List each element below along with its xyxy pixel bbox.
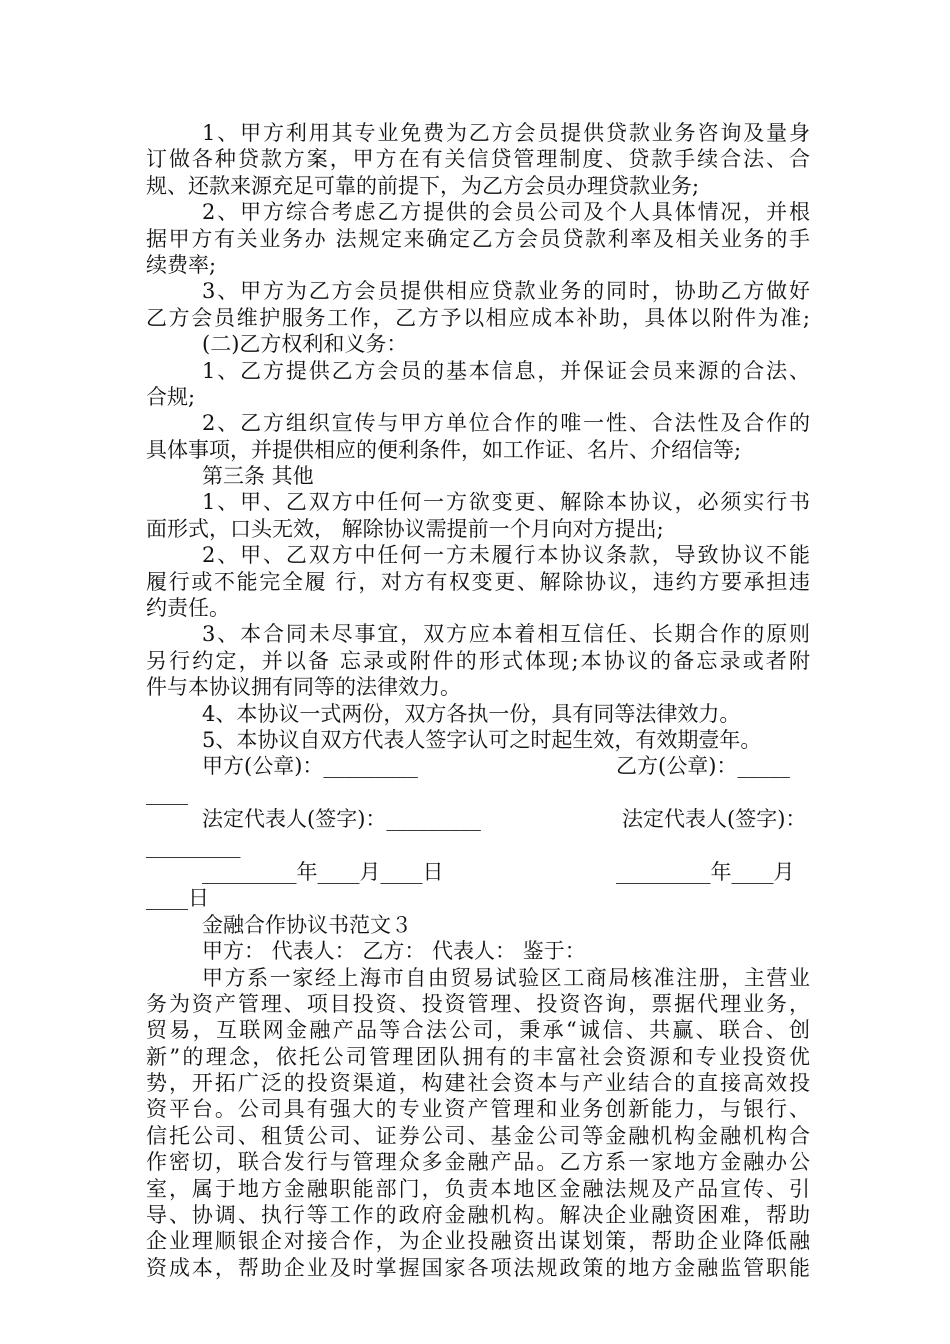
paragraph-line: 2、甲、乙双方中任何一方未履行本协议条款，导致协议不能 xyxy=(202,543,810,568)
party-b-date: _________年____月 xyxy=(616,859,795,884)
signature-seal-row xyxy=(146,753,810,779)
paragraph-line: 具体事项，并提供相应的便利条件，如工作证、名片、介绍信等; xyxy=(146,437,742,462)
paragraph-line: 面形式，口头无效， 解除协议需提前一个月向对方提出; xyxy=(146,516,664,541)
paragraph-line: 3、本合同未尽事宜，双方应本着相互信任、长期合作的原则 xyxy=(202,622,810,647)
signature-continuation: ____ xyxy=(146,780,188,805)
paragraph-line: 乙方会员维护服务工作，乙方予以相应成本补助，具体以附件为准; xyxy=(146,305,810,330)
paragraph-line: 新”的理念，依托公司管理团队拥有的丰富社会资源和专业投资优 xyxy=(146,1044,810,1069)
paragraph-line: 资平台。公司具有强大的专业资产管理和业务创新能力，与银行、 xyxy=(146,1097,810,1122)
section-heading: 第三条 其他 xyxy=(202,464,314,489)
party-a-representative: 法定代表人(签字)：_________ xyxy=(202,807,481,832)
paragraph-line: 续费率; xyxy=(146,252,217,277)
paragraph-line: 势，开拓广泛的投资渠道，构建社会资本与产业结合的直接高效投 xyxy=(146,1071,810,1096)
paragraph-line: 合规; xyxy=(146,384,196,409)
party-a-date: _________年____月____日 xyxy=(202,859,444,884)
paragraph-line: 贸易，互联网金融产品等合法公司，秉承“诚信、共赢、联合、创 xyxy=(146,1018,810,1043)
paragraph-line: 约责任。 xyxy=(146,596,230,621)
paragraph-line: 1、甲方利用其专业免费为乙方会员提供贷款业务咨询及量身 xyxy=(202,121,810,145)
paragraph-line: 5、本协议自双方代表人签字认可之时起生效，有效期壹年。 xyxy=(202,727,762,752)
paragraph-line: 资成本，帮助企业及时掌握国家各项法规政策的地方金融监管职能 xyxy=(146,1255,810,1280)
paragraph-line: 据甲方有关业务办 法规定来确定乙方会员贷款利率及相关业务的手 xyxy=(146,226,810,251)
paragraph-line: 1、甲、乙双方中任何一方欲变更、解除本协议，必须实行书 xyxy=(202,490,810,515)
section-heading: (二)乙方权利和义务： xyxy=(202,332,408,357)
paragraph-line: 件与本协议拥有同等的法律效力。 xyxy=(146,675,461,700)
paragraph-line: 信托公司、租赁公司、证券公司、基金公司等金融机构金融机构合 xyxy=(146,1123,810,1148)
signature-rep-row xyxy=(146,806,810,832)
paragraph-line: 室，属于地方金融职能部门，负责本地区金融法规及产品宣传、引 xyxy=(146,1176,810,1201)
paragraph-line: 务为资产管理、项目投资、投资管理、投资咨询，票据代理业务， xyxy=(146,991,810,1016)
party-b-seal: 乙方(公章)：_____ xyxy=(616,754,790,779)
paragraph-line: 导、协调、执行等工作的政府金融机构。解决企业融资困难，帮助 xyxy=(146,1203,810,1228)
signature-continuation: ____日 xyxy=(146,886,209,911)
paragraph-line: 2、甲方综合考虑乙方提供的会员公司及个人具体情况，并根 xyxy=(202,200,810,225)
paragraph-line: 规、还款来源充足可靠的前提下，为乙方会员办理贷款业务; xyxy=(146,173,700,198)
paragraph-line: 订做各种贷款方案，甲方在有关信贷管理制度、贷款手续合法、合 xyxy=(146,147,810,172)
party-a-seal: 甲方(公章)：_________ xyxy=(202,754,418,779)
paragraph-line: 作密切，联合发行与管理众多金融产品。乙方系一家地方金融办公 xyxy=(146,1150,810,1175)
paragraph-line: 1、乙方提供乙方会员的基本信息，并保证会员来源的合法、 xyxy=(202,358,810,383)
paragraph-line: 甲方系一家经上海市自由贸易试验区工商局核准注册，主营业 xyxy=(202,965,810,990)
section-title: 金融合作协议书范文３ xyxy=(202,912,412,937)
signature-continuation: _________ xyxy=(146,833,241,858)
party-b-representative: 法定代表人(签字)： xyxy=(622,807,807,832)
paragraph-line: 4、本协议一式两份，双方各执一份，具有同等法律效力。 xyxy=(202,701,741,726)
document-body xyxy=(146,120,810,1281)
paragraph-line: 3、甲方为乙方会员提供相应贷款业务的同时，协助乙方做好 xyxy=(202,279,810,304)
paragraph-line: 另行约定，并以备 忘录或附件的形式体现;本协议的备忘录或者附 xyxy=(146,648,810,673)
parties-line: 甲方： 代表人： 乙方： 代表人： 鉴于： xyxy=(202,939,586,964)
paragraph-line: 企业理顺银企对接合作，为企业投融资出谋划策，帮助企业降低融 xyxy=(146,1229,810,1254)
paragraph-line: 履行或不能完全履 行，对方有权变更、解除协议，违约方要承担违 xyxy=(146,569,810,594)
paragraph-line: 2、乙方组织宣传与甲方单位合作的唯一性、合法性及合作的 xyxy=(202,411,810,436)
signature-date-row xyxy=(146,859,810,885)
